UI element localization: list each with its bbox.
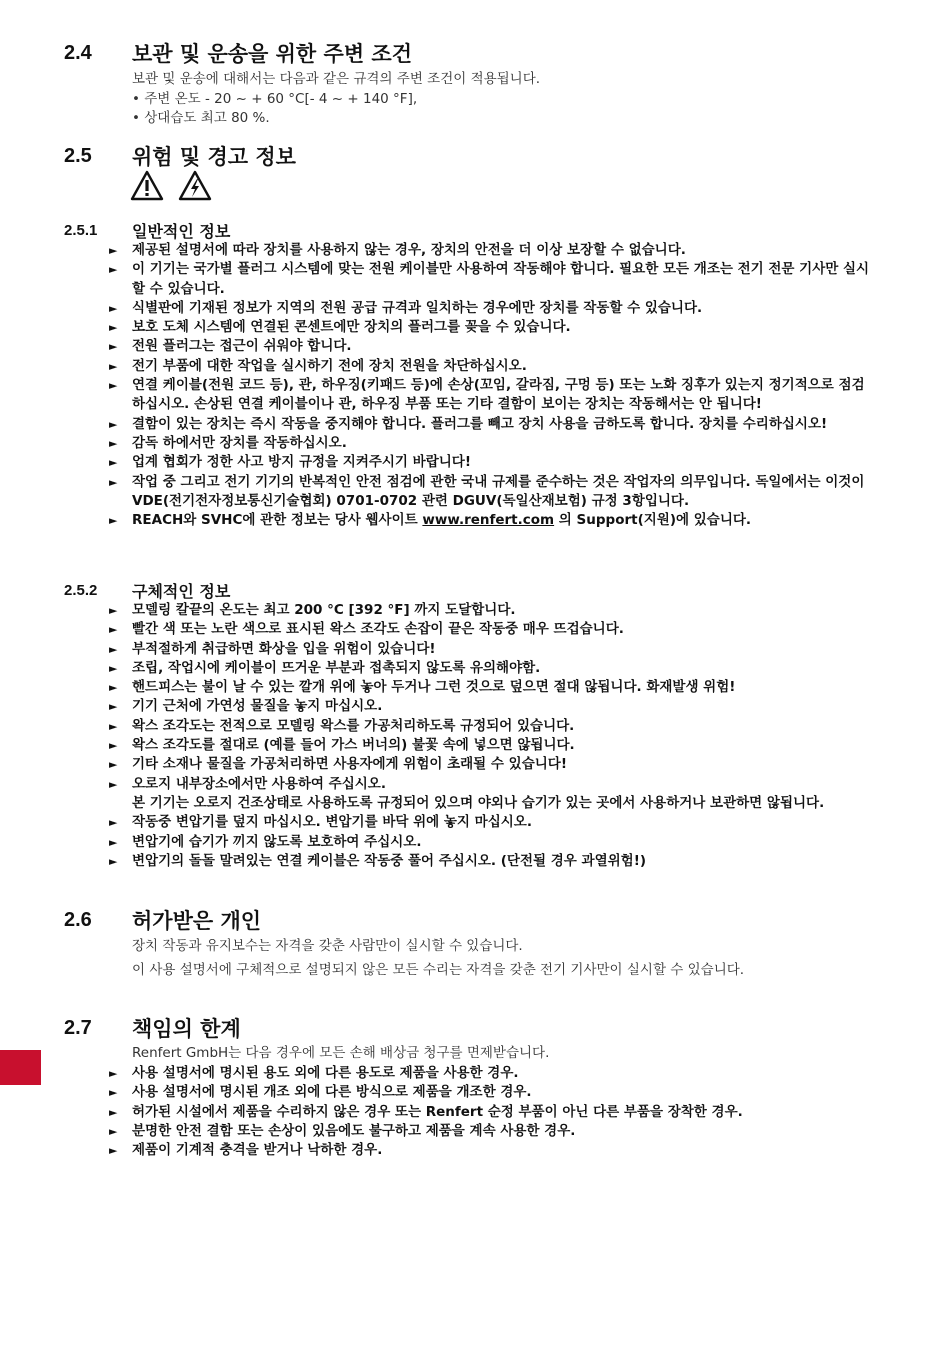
list-item: ► 이 기기는 국가별 플러그 시스템에 맞는 전원 케이블만 사용하여 작동해야 합니다. 필요한 모든 개조는 전기 전문 기사만 실시할 수 있습니다. [109, 261, 870, 297]
list-item: ► 기타 소재나 물질을 가공처리하면 사용자에게 위험이 초래될 수 있습니다! [108, 755, 873, 774]
general-info-list [108, 241, 873, 530]
bullet-arrow-icon: ► [109, 340, 118, 354]
chapter-tab-marker [0, 1050, 41, 1085]
bullet-arrow-icon: ► [109, 436, 118, 450]
list-item: ► 왁스 조각도는 전적으로 모델링 왁스를 가공처리하도록 규정되어 있습니다. [108, 717, 873, 736]
list-item: ► 제공된 설명서에 따라 장치를 사용하지 않는 경우, 장치의 안전을 더 이상 보장할 수 없습니다. [108, 241, 873, 260]
list-item: ► 식별판에 기재된 정보가 지역의 전원 공급 규격과 일치하는 경우에만 장치를 작동할 수 있습니다. [108, 299, 873, 318]
bullet-arrow-icon: ► [109, 359, 118, 373]
section-heading-2-5 [64, 143, 296, 169]
subsection-heading-2-5-1 [64, 220, 230, 240]
section-title: 보관 및 운송을 위한 주변 조건 [132, 42, 412, 66]
bullet-arrow-icon: ► [109, 642, 118, 656]
indoor-use-note: 본 기기는 오로지 건조상태로 사용하도록 규정되어 있으며 야외나 습기가 있는 곳에서 사용하거나 보관하면 않됩니다. [132, 794, 825, 811]
bullet-arrow-icon: ► [109, 379, 118, 393]
bullet-arrow-icon: ► [109, 604, 118, 617]
bullet-arrow-icon: ► [109, 263, 118, 277]
subsection-number: 2.5.2 [64, 581, 98, 599]
bullet-arrow-icon: ► [109, 301, 118, 315]
section-number: 2.6 [64, 908, 92, 931]
list-item: ► 허가된 시설에서 제품을 수리하지 않은 경우 또는 Renfert 순정 부품이 아닌 다른 부품을 장착한 경우. [108, 1103, 873, 1122]
electrical-hazard-icon [178, 170, 212, 202]
subsection-heading-2-5-2 [64, 580, 230, 600]
list-item: ► 감독 하에서만 장치를 작동하십시오. [108, 434, 873, 453]
warning-triangle-icon [130, 170, 164, 202]
section-heading-2-7 [64, 1015, 241, 1041]
list-item: ► 전원 플러그는 접근이 쉬워야 합니다. [108, 337, 873, 356]
list-item: ► 보호 도체 시스템에 연결된 콘센트에만 장치의 플러그를 꽂을 수 있습니다. [108, 318, 873, 337]
section-heading-2-4 [64, 40, 412, 66]
condition-item: • 상대습도 최고 80 %. [132, 110, 270, 126]
section-intro: Renfert GmbH는 다음 경우에 모든 손해 배상금 청구를 면제받습니다. [132, 1045, 550, 1061]
list-item: ► 변압기에 습기가 끼지 않도록 보호하여 주십시오. [108, 833, 873, 852]
bullet-arrow-icon: ► [109, 456, 118, 470]
liability-list [108, 1064, 873, 1160]
list-item: ► 부적절하게 취급하면 화상을 입을 위험이 있습니다! [108, 640, 873, 659]
condition-item: • 주변 온도 - 20 ~ + 60 °C[- 4 ~ + 140 °F], [132, 91, 418, 107]
list-item: ► 변압기의 돌돌 말려있는 연결 케이블은 작동중 풀어 주십시오. (단전될 경우 과열위험!) [108, 852, 873, 871]
subsection-title: 일반적인 정보 [132, 221, 231, 241]
bullet-arrow-icon: ► [109, 739, 118, 753]
bullet-arrow-icon: ► [109, 816, 118, 830]
bullet-arrow-icon: ► [109, 475, 118, 489]
list-item: ► 사용 설명서에 명시된 개조 외에 다른 방식으로 제품을 개조한 경우. [108, 1083, 873, 1102]
section-number: 2.4 [64, 41, 92, 64]
bullet-arrow-icon: ► [109, 244, 118, 257]
list-item: ► 오로지 내부장소에서만 사용하여 주십시오. 본 기기는 오로지 건조상태로 사용하도록 규정되어 있으며 야외나 습기가 있는 곳에서 사용하거나 보관하면 않됩니다. [108, 775, 873, 814]
bullet-arrow-icon: ► [109, 661, 118, 675]
bullet-arrow-icon: ► [109, 1086, 118, 1100]
section-intro: 보관 및 운송에 대해서는 다음과 같은 규격의 주변 조건이 적용됩니다. [132, 71, 541, 87]
list-item: ► 결함이 있는 장치는 즉시 작동을 중지해야 합니다. 플러그를 빼고 장치 사용을 금하도록 합니다. 장치를 수리하십시오! [108, 415, 873, 434]
bullet-arrow-icon: ► [109, 854, 118, 868]
bullet-arrow-icon: ► [109, 1144, 118, 1158]
bullet-arrow-icon: ► [109, 719, 118, 733]
list-item: ► 모델링 칼끝의 온도는 최고 200 °C [392 °F] 까지 도달합니다. [108, 601, 873, 620]
list-item: ► 제품이 기계적 충격을 받거나 낙하한 경우. [108, 1141, 873, 1160]
list-item: ► 업계 협회가 정한 사고 방지 규정을 지켜주시기 바랍니다! [108, 453, 873, 472]
subsection-title: 구체적인 정보 [132, 581, 231, 601]
bullet-arrow-icon: ► [109, 777, 118, 791]
bullet-arrow-icon: ► [109, 1124, 118, 1138]
bullet-arrow-icon: ► [109, 700, 118, 714]
list-item: ► 빨간 색 또는 노란 색으로 표시된 왁스 조각도 손잡이 끝은 작동중 매우 뜨겁습니다. [108, 620, 873, 639]
bullet-arrow-icon: ► [109, 1105, 118, 1119]
section-title: 위험 및 경고 정보 [132, 145, 296, 169]
list-item: ► 핸드피스는 불이 날 수 있는 깔개 위에 놓아 두거나 그런 것으로 덮으면 절대 않됩니다. 화재발생 위험! [108, 678, 873, 697]
list-item: ► 왁스 조각도를 절대로 (예를 들어 가스 버너의) 불꽃 속에 넣으면 않됩니다. [108, 736, 873, 755]
section-title: 허가받은 개인 [132, 909, 262, 933]
bullet-arrow-icon: ► [109, 835, 118, 849]
section-title: 책임의 한계 [132, 1017, 241, 1041]
bullet-arrow-icon: ► [109, 1067, 118, 1080]
section-number: 2.5 [64, 144, 92, 167]
list-item: ► 연결 케이블(전원 코드 등), 관, 하우징(키패드 등)에 손상(꼬임, 갈라짐, 구멍 등) 또는 노화 징후가 있는지 정기적으로 점검하십시오. 손상된 연결 케이블이나 관, 하우징 부품 또는 기타 결함이 보이는 장치는 작동해서는 안 됩니다! [109, 377, 865, 413]
list-item: ► 작업 중 그리고 전기 기기의 반복적인 안전 점검에 관한 국내 규제를 준수하는 것은 작업자의 의무입니다. 독일에서는 이것이 VDE(전기전자정보통신기술협회) 0701-0702 관련 DGUV(독일산재보험) 규정 3항입니다. [109, 473, 865, 509]
section-number: 2.7 [64, 1016, 92, 1039]
list-item: ► 작동중 변압기를 덮지 마십시오. 변압기를 바닥 위에 놓지 마십시오. [108, 813, 873, 832]
bullet-arrow-icon: ► [109, 681, 118, 695]
bullet-arrow-icon: ► [109, 417, 118, 431]
list-item: ► 조립, 작업시에 케이블이 뜨거운 부분과 접촉되지 않도록 유의해야함. [108, 659, 873, 678]
renfert-website-link[interactable]: www.renfert.com [422, 512, 555, 529]
bullet-arrow-icon: ► [109, 321, 118, 335]
section-paragraph: 이 사용 설명서에 구체적으로 설명되지 않은 모든 수리는 자격을 갖춘 전기 기사만이 실시할 수 있습니다. [132, 962, 745, 978]
bullet-arrow-icon: ► [109, 623, 118, 637]
bullet-arrow-icon: ► [109, 758, 118, 772]
specific-info-list [108, 601, 873, 871]
list-item: ► REACH와 SVHC에 관한 정보는 당사 웹사이트 www.renfert.com 의 Support(지원)에 있습니다. [108, 511, 873, 530]
subsection-number: 2.5.1 [64, 221, 98, 239]
list-item: ► 분명한 안전 결함 또는 손상이 있음에도 불구하고 제품을 계속 사용한 경우. [108, 1122, 873, 1141]
list-item: ► 전기 부품에 대한 작업을 실시하기 전에 장치 전원을 차단하십시오. [108, 357, 873, 376]
bullet-arrow-icon: ► [109, 514, 118, 528]
list-item: ► 사용 설명서에 명시된 용도 외에 다른 용도로 제품을 사용한 경우. [108, 1064, 873, 1083]
section-paragraph: 장치 작동과 유지보수는 자격을 갖춘 사람만이 실시할 수 있습니다. [132, 938, 523, 954]
section-heading-2-6 [64, 907, 261, 933]
list-item: ► 기기 근처에 가연성 물질을 놓지 마십시오. [108, 697, 873, 716]
